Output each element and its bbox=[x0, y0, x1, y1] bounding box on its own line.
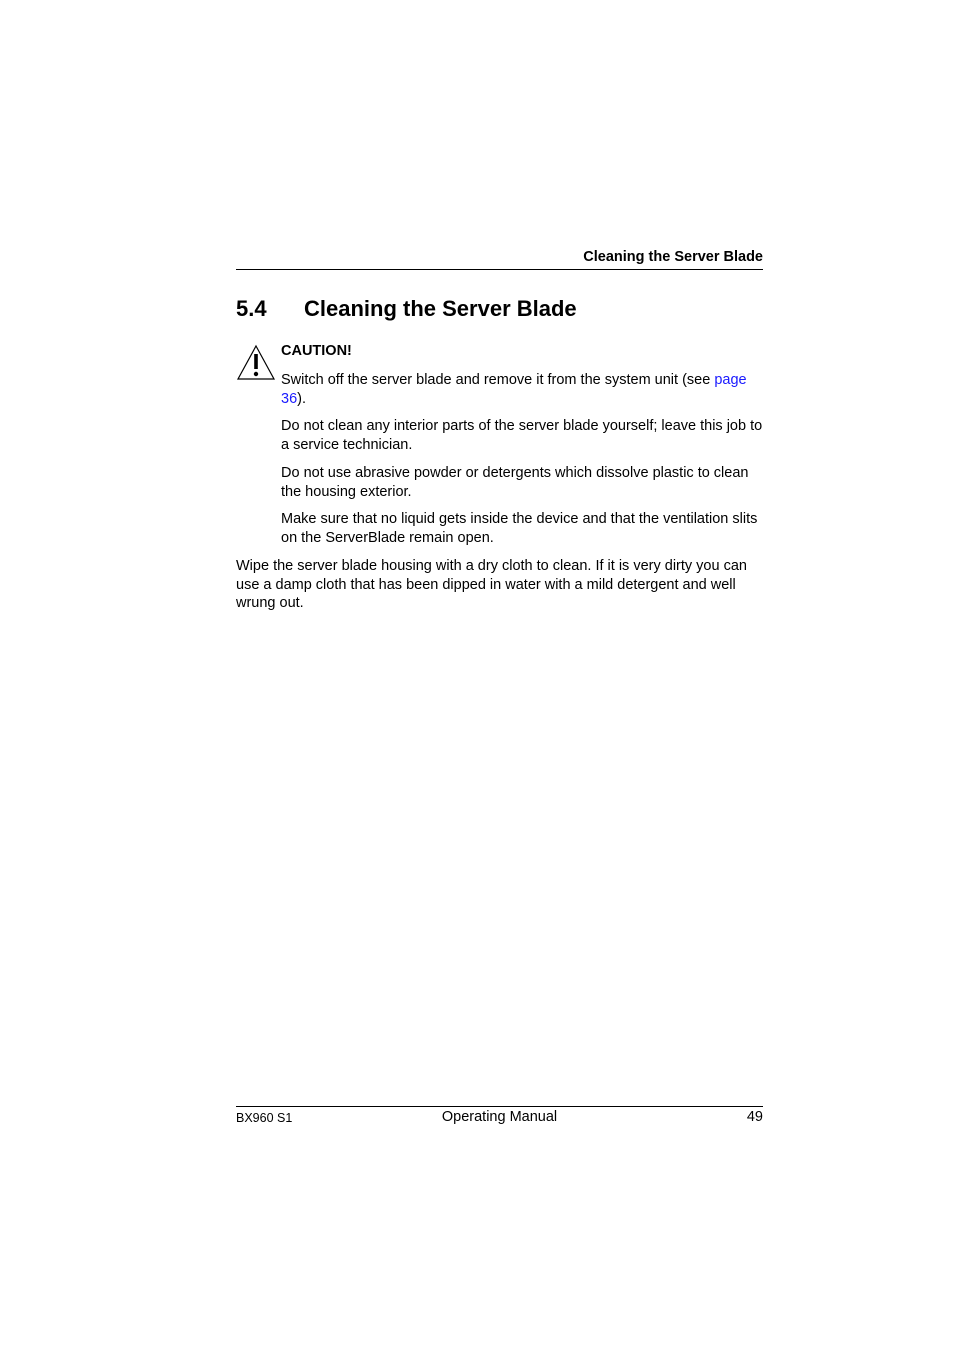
caution-item-4: Make sure that no liquid gets inside the device and that the ventilation slits on the ServerBlade remain open. bbox=[281, 511, 758, 546]
section-number: 5.4 bbox=[236, 296, 267, 321]
caution-item-2: Do not clean any interior parts of the server blade yourself; leave this job to a service technician. bbox=[281, 418, 763, 453]
header-rule bbox=[236, 269, 763, 270]
footer-product: BX960 S1 bbox=[236, 1111, 293, 1125]
page-number: 49 bbox=[746, 1109, 763, 1125]
caution-triangle-icon bbox=[236, 344, 276, 382]
running-header: Cleaning the Server Blade bbox=[583, 249, 763, 265]
body-paragraph: Wipe the server blade housing with a dry cloth to clean. If it is very dirty you can use a damp cloth that has been dipped in water with a mild detergent and well wrung out. bbox=[236, 558, 747, 611]
caution-item-1-text: Switch off the server blade and remove it from the system unit (see bbox=[281, 372, 715, 388]
caution-item-1 bbox=[281, 371, 763, 408]
caution-title: CAUTION! bbox=[281, 343, 352, 359]
footer-manual-title: Operating Manual bbox=[441, 1109, 558, 1125]
caution-item-1-tail: ). bbox=[297, 390, 306, 407]
footer-rule bbox=[236, 1106, 763, 1107]
caution-item-3: Do not use abrasive powder or detergents which dissolve plastic to clean the housing exterior. bbox=[281, 465, 749, 500]
section-title: Cleaning the Server Blade bbox=[304, 296, 577, 321]
section-heading bbox=[236, 295, 763, 323]
page-36-link[interactable]: page 36 bbox=[281, 372, 747, 407]
